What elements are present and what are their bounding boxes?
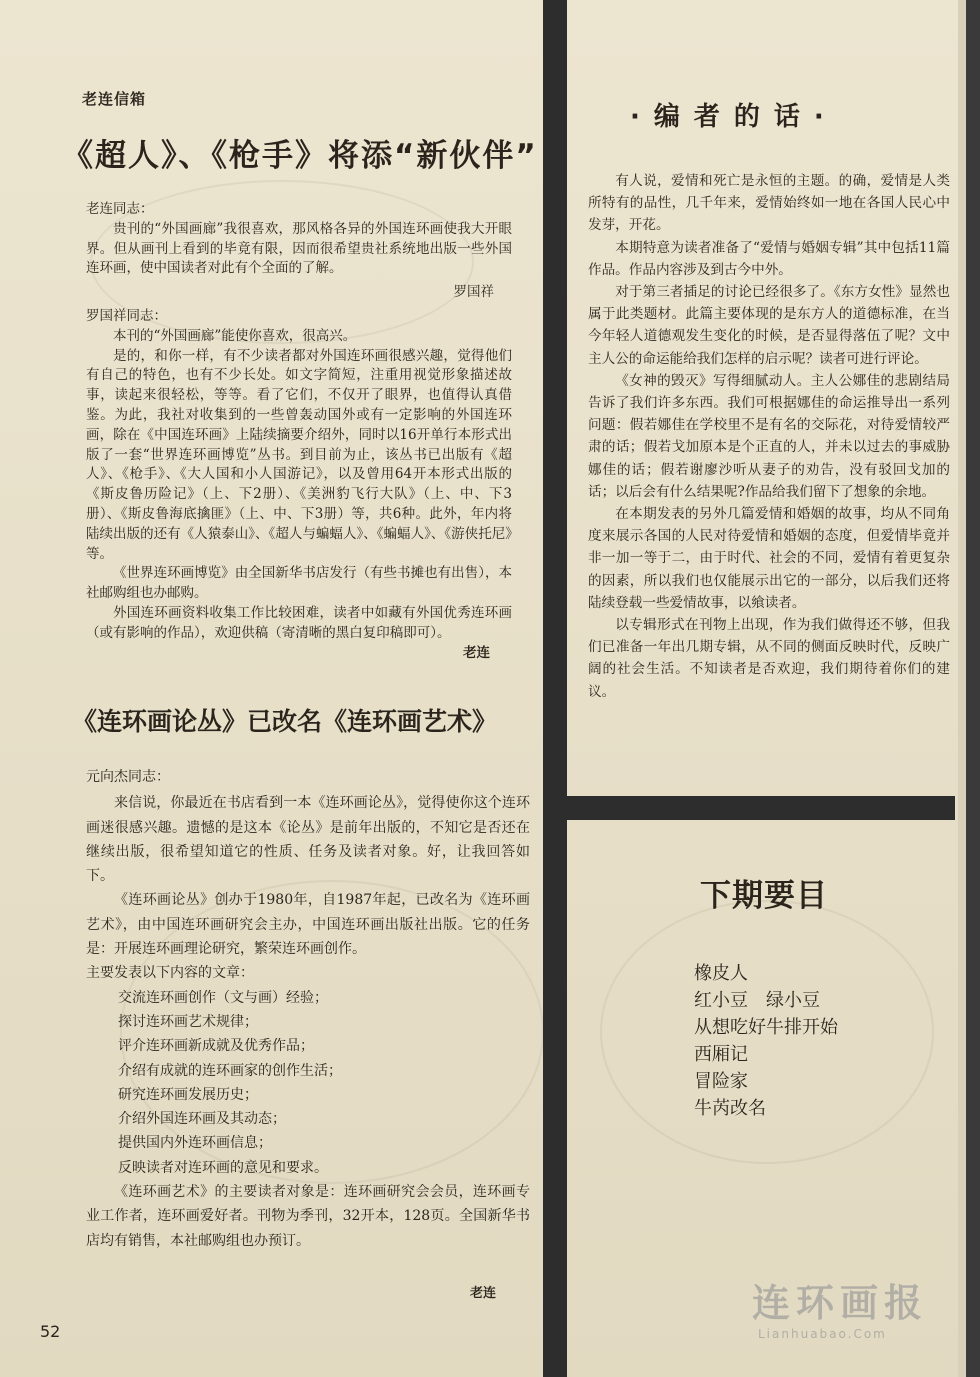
- letter1-block: [86, 200, 512, 663]
- letter2-list-item: 探讨连环画艺术规律；: [118, 1013, 258, 1030]
- letter2-list-intro: 主要发表以下内容的文章：: [86, 965, 254, 982]
- letter2-paragraph: 《连环画论丛》创办于1980年，自1987年起，已改名为《连环画艺术》，由中国连环画研究会主办，中国连环画出版社出版。它的任务是：开展连环画理论研究，繁荣连环画创作。: [86, 892, 530, 958]
- reply1-paragraph: 外国连环画资料收集工作比较困难，读者中如藏有外国优秀连环画（或有影响的作品），欢迎供稿（寄清晰的黑白复印稿即可）。: [86, 604, 512, 641]
- letter2-headline: 《连环画论丛》已改名《连环画艺术》: [72, 707, 498, 736]
- next-issue-item: 从想吃好牛排开始: [694, 1017, 838, 1038]
- letter2-list-item: 介绍外国连环画及其动态；: [118, 1111, 286, 1128]
- site-watermark: [752, 1272, 928, 1341]
- letter2-closing: 《连环画艺术》的主要读者对象是：连环画研究会会员，连环画专业工作者，连环画爱好者。刊物为季刊，32开本，128页。全国新华书店均有销售，本社邮购组也办预订。: [86, 1184, 530, 1249]
- letter1-signature: 罗国祥: [453, 284, 494, 301]
- reply1-salutation: 罗国祥同志：: [86, 307, 167, 324]
- letter2-list-item: 交流连环画创作（文与画）经验；: [118, 989, 328, 1006]
- next-issue-item: 西厢记: [694, 1044, 748, 1065]
- next-issue-title: 下期要目: [700, 878, 828, 914]
- next-issue-item: 牛芮改名: [694, 1098, 766, 1119]
- page-edge-shadow: [958, 0, 966, 1377]
- letter2-block: [86, 765, 530, 1253]
- letter2-paragraph: 来信说，你最近在书店看到一本《连环画论丛》，觉得使你这个连环画迷很感兴趣。遗憾的是这本《论丛》是前年出版的，不知它是否还在继续出版，很希望知道它的性质、任务及读者对象。好，让我回答如下。: [86, 795, 530, 885]
- vertical-divider-bar: [543, 0, 567, 1377]
- letter2-signature: 老连: [470, 1286, 497, 1301]
- next-issue-list: [694, 960, 838, 1122]
- letter2-list-item: 提供国内外连环画信息；: [118, 1135, 272, 1152]
- reply1-paragraph: 是的，和你一样，有不少读者都对外国连环画很感兴趣，觉得他们有自己的特色，也有不少长处。如文字简短，注重用视觉形象描述故事，读起来很轻松，等等。看了它们，不仅开了眼界，也值得认真借鉴。为此，我社对收集到的一些曾轰动国外或有一定影响的外国连环画，除在《中国连环画》上陆续摘要介绍外，同时以16开单行本形式出版了一套“世界连环画博览”丛书。到目前为止，该丛书已出版有《超人》、《枪手》、《大人国和小人国游记》，以及曾用64开本形式出版的《斯皮鲁历险记》（上、下2册）、《美洲豹飞行大队》（上、中、下3册）、《斯皮鲁海底擒匪》（上、中、下3册）等，共6种。此外，年内将陆续出版的还有《人猿泰山》、《超人与蝙蝠人》、《蝙蝠人》、《游侠托尼》等。: [86, 347, 512, 562]
- next-issue-item: 冒险家: [694, 1071, 748, 1092]
- editor-note-title: ·编者的话·: [630, 102, 838, 132]
- section-tag: 老连信箱: [82, 90, 147, 108]
- reply1-signature: 老连: [463, 644, 490, 661]
- editor-note-paragraph: 有人说，爱情和死亡是永恒的主题。的确，爱情是人类所特有的品性，几千年来，爱情始终如一地在各国人民心中发芽，开花。: [588, 173, 950, 234]
- page-number: 52: [40, 1322, 61, 1341]
- next-issue-item: 红小豆 绿小豆: [694, 990, 820, 1011]
- reply1-paragraph: 《世界连环画博览》由全国新华书店发行（有些书摊也有出售），本社邮购组也办邮购。: [86, 565, 512, 602]
- letter2-list-item: 评介连环画新成就及优秀作品；: [118, 1038, 314, 1055]
- editor-note-paragraph: 对于第三者插足的讨论已经很多了。《东方女性》显然也属于此类题材。此篇主要体现的是东方人的道德标准，在当今年轻人道德观发生变化的时候，是否显得落伍了呢？文中主人公的命运能给我们怎样的启示呢？读者可进行评论。: [588, 284, 950, 367]
- letter2-list-item: 介绍有成就的连环画家的创作生活；: [118, 1062, 342, 1079]
- letter1-headline: 《超人》、《枪手》将添“新伙伴”: [62, 138, 538, 174]
- letter2-salutation: 元向杰同志：: [86, 769, 170, 785]
- editor-note-body: [588, 170, 950, 703]
- reply1-paragraph: 本刊的“外国画廊”能使你喜欢，很高兴。: [113, 327, 357, 344]
- editor-note-paragraph: 以专辑形式在刊物上出现，作为我们做得还不够，但我们已准备一年出几期专辑，从不同的侧面反映时代，反映广阔的社会生活。不知读者是否欢迎，我们期待着你们的建议。: [588, 617, 950, 700]
- editor-note-paragraph: 《女神的毁灭》写得细腻动人。主人公娜佳的悲剧结局告诉了我们许多东西。我们可根据娜佳的命运推导出一系列问题：假若娜佳在学校里不是有名的交际花，对待爱情较严肃的话；假若戈加原本是个正直的人，并未以过去的事威胁娜佳的话；假若谢廖沙听从妻子的劝告，没有驳回戈加的话；以后会有什么结果呢?作品给我们留下了想象的余地。: [588, 372, 950, 500]
- next-issue-item: 橡皮人: [694, 963, 748, 984]
- editor-note-paragraph: 在本期发表的另外几篇爱情和婚姻的故事，均从不同角度来展示各国的人民对待爱情和婚姻的态度，但爱情毕竟并非一加一等于二，由于时代、社会的不同，爱情有着更复杂的因素，所以我们也仅能展示出它的一部分，以后我们还将陆续登载一些爱情故事，以飨读者。: [588, 506, 950, 611]
- letter2-list-item: 反映读者对连环画的意见和要求。: [118, 1159, 328, 1176]
- letter2-list-item: 研究连环画发展历史；: [118, 1086, 258, 1103]
- page-binding-edge: [966, 0, 980, 1377]
- watermark-url: Lianhuabao.Com: [758, 1327, 887, 1341]
- horizontal-divider-bar: [567, 796, 955, 820]
- editor-note-paragraph: 本期特意为读者准备了“爱情与婚姻专辑”其中包括11篇作品。作品内容涉及到古今中外。: [588, 239, 950, 278]
- watermark-logo-text: 连环画报: [752, 1281, 929, 1325]
- letter1-body: 贵刊的“外国画廊”我很喜欢，那风格各异的外国连环画使我大开眼界。但从画刊上看到的毕竟有限，因而很希望贵社系统地出版一些外国连环画，使中国读者对此有个全面的了解。: [86, 220, 512, 277]
- letter1-salutation: 老连同志：: [86, 201, 154, 217]
